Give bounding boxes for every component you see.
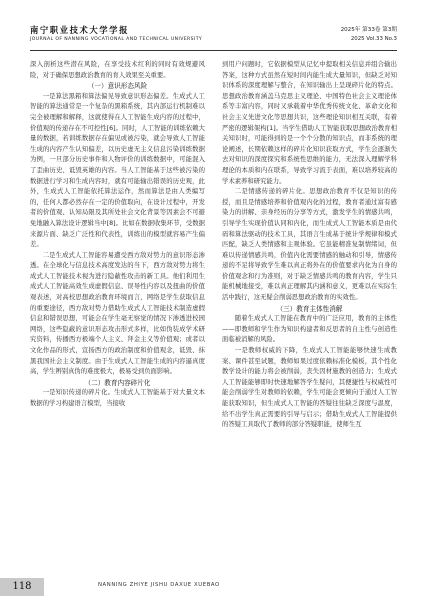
paragraph: 一是知识传递的碎片化。生成式人工智能基于对大量文本数据的学习构建语言模型，当接收 bbox=[30, 389, 205, 407]
page-number: 118 bbox=[12, 581, 32, 592]
right-text-column bbox=[222, 60, 397, 583]
section-heading: （三）教育主体性消解 bbox=[276, 304, 343, 313]
page-footer bbox=[0, 578, 427, 603]
journal-title-cn: 南宁职业技术大学学报 bbox=[30, 25, 129, 35]
paragraph: 一是算法黑箱和算法偏见导致意识形态偏差。生成式人工智能的算法通常是一个复杂的黑箱系统，其内部运行机制难以完全被理解和解释，这就使得在人工智能生成内容的过程中，价值观的传递存在不可控性[6]。同时，人工智能的训练依赖大量的数据，若训练数据存在偏见或被污染，就会导致人工智能生成的内容产生认知偏差，以历史虚无主义信息污染训练数据为例，一旦部分历史事件和人物评价的训练数据中，可能混入了歪曲历史、诋毁英雄的内容。当人工智能基于这些被污染的数据进行学习和生成内容时，就有可能输出错误的历史观，此外，生成式人工智能依托算法运作，然而算法是由人类编写的，任何人都必然存在一定的价值取向，在设计过程中，开发者的价值观、认知局限及其所处社会文化背景等因素会不可避免地融入算法设计逻辑当中[8]。比如在数据收集环节，受数据来源片面、缺乏广泛性和代表性，训练出的模型就容易产生偏差。 bbox=[30, 92, 205, 249]
journal-title-en: JOURNAL OF NANNING VOCATIONAL AND TECHNICAL UNIVERSITY bbox=[30, 37, 203, 42]
paragraph: 随着生成式人工智能在教育中的广泛应用，教育的主体性——即教师和学生作为知识构建者和反思者的自主性与创造性面临被消解的风险。 bbox=[222, 315, 397, 344]
paragraph: 一是教师权威的下降，生成式人工智能能够快速生成教案、课件甚至试题，教师如果过度依赖标准化模板，其个性化教学设计的能力将会被削弱，丧失因材施教的创造力；生成式人工智能能够即时快速地解答学生疑问，其便捷性与权威性可能会削弱学生对教师的依赖，学生可能会更倾向于通过人工智能获取知识，但生成式人工智能的答疑往往缺乏深度与温度，给不出学生真正需要的引导与启示；借助生成式人工智能提供的答疑工具取代了教师的部分答疑职能，使师生互 bbox=[222, 347, 397, 429]
paragraph: 到用户问题时，它依据模型从记忆中提取相关信息并组合输出答案，这种方式虽然在短时间内能生成大量知识，但缺乏对知识体系的深度理解与整合，在知识输出上呈现碎片化的特点。思想政治教育涵盖马克思主义理论、中国特色社会主义理论体系等丰富内容，同时又承载着中华优秀传统文化、革命文化和社会主义先进文化等思想共识，这些理论知识相互关联，有着严密的逻辑架构[1]。当学生借助人工智能获取思想政治教育相关知识时，可能得到的是一个个分散的知识点，而非系统的理论阐述，长期依赖这样的碎片化知识获取方式，学生会逐渐失去对知识的深度探究和系统性思维的能力，无法深入理解学科理论的本质和内在联系，导致学习流于表面，难以培养较高的学术素养和研究能力。 bbox=[222, 61, 397, 185]
paragraph: 二是生成式人工智能容易遭受西方敌对势力的意识形态渗透。在全球化与信息技术高度发达的当下，西方敌对势力将生成式人工智能技术视为进行隐蔽性攻击的新工具。他们利用生成式人工智能高效生成虚假信息、误导性内容以及扭曲的价值观表述，对高校思想政治教育环境而言，网络是学生获取信息的重要途径，西方敌对势力借助生成式人工智能技术制造虚假信息和错误思想，可能会在学生毫无察觉的情况下渗透进校园网络，这些隐蔽的意识形态攻击形式多样，比如伪装成学术研究资料，传播西方极端个人主义、拜金主义等价值观；或者以文化作品的形式，宣扬西方的政治制度和价值观念，诋毁、抹黑我国社会主义制度。由于生成式人工智能生成的内容逼真度高，学生辨别真伪的难度极大，极易受到负面影响。 bbox=[30, 251, 205, 376]
page-header bbox=[30, 24, 397, 50]
left-text-column bbox=[30, 60, 205, 583]
section-heading: （二）教育内容碎片化 bbox=[84, 378, 151, 387]
header-rule bbox=[30, 50, 397, 51]
paragraph: 二是情感传递的碎片化。思想政治教育不仅是知识的传授，而且是情感培养和价值观内化的过程，教育者通过富有感染力的讲解、亲身经历的分享等方式，激发学生的情感共鸣，引导学生实现价值认同和内化，而生成式人工智能本质是由代码和算法驱动的技术工具，其语言生成基于统计学规律和模式匹配，缺乏人类情感和主观体验。它虽能精准复制情绪词，但难以传递情感共鸣，价值内化需要情感的触动和引导，情感传递的不足将导致学生难以真正将外在的价值要求内化为自身的价值观念和行为准则，对于缺乏情感共鸣的教育内容，学生只能机械地接受，难以真正理解其内涵和意义，更难以在实际生活中践行，这无疑会削弱思想政治教育的实效性。 bbox=[222, 188, 397, 302]
issue-info-en: 2025 Vol.33 No.3 bbox=[350, 36, 397, 42]
issue-info-cn: 2025年 第33卷 第3期 bbox=[340, 27, 397, 33]
journal-pinyin: NANNING ZHIYE JISHU DAXUE XUEBAO bbox=[98, 582, 220, 588]
paragraph: 深入剖析这些潜在风险，在享受技术红利的同时有效规避风险，对于确保思想政治教育的育人效果至关重要。 bbox=[30, 61, 205, 79]
section-heading: （一）意识形态风险 bbox=[87, 82, 148, 91]
